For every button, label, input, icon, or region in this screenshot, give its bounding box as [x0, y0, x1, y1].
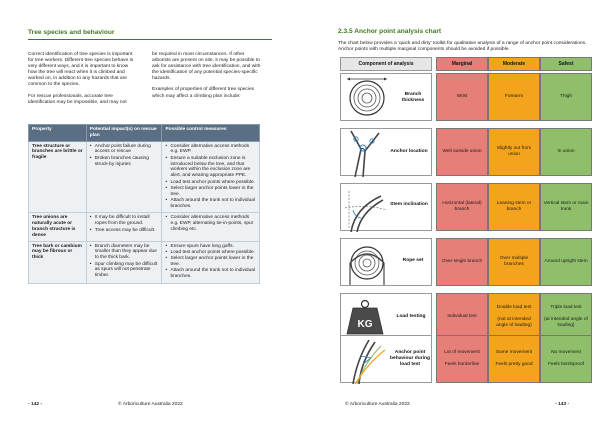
control-cell	[162, 141, 260, 213]
moderate-cell: Over multiple branches	[488, 238, 540, 286]
property-cell: Tree unions are naturally acute or branch structure is dense	[29, 213, 87, 241]
right-page	[300, 0, 600, 424]
marginal-cell: Wrist	[436, 73, 488, 121]
analysis-row	[340, 128, 596, 176]
row-label: Branch thickness	[401, 92, 425, 103]
leaning-stem-icon	[341, 184, 433, 232]
marginal-cell: Individual test	[436, 293, 488, 341]
impact-cell	[86, 141, 162, 213]
table-row	[29, 241, 260, 283]
left-body-column-2	[152, 52, 264, 105]
page-number: - 142 -	[28, 402, 43, 407]
property-cell: Tree structure or branches are brittle or fragile	[29, 141, 87, 213]
moderate-cell: Forearm	[488, 73, 540, 121]
impact-cell	[86, 241, 162, 283]
moderate-cell: Slightly out from union	[488, 128, 540, 176]
row-image-cell	[340, 183, 432, 231]
safest-cell: Around upright stem	[540, 238, 592, 286]
footer-copyright: © Arboriculture Australia 2022	[118, 402, 183, 407]
safest-cell	[540, 293, 592, 341]
marginal-cell	[436, 335, 488, 383]
marginal-cell: Horizontal (lateral) branch	[436, 183, 488, 231]
footer-copyright: © Arboriculture Australia 2022	[345, 402, 410, 407]
list-item: • Anchor point failure during access or rescue	[90, 144, 159, 156]
safest-header: Safest	[540, 57, 592, 71]
analysis-row	[340, 73, 596, 121]
control-cell	[162, 241, 260, 283]
moderate-cell	[488, 293, 540, 341]
safest-cell: Thigh	[540, 73, 592, 121]
list-item: • Load test anchor points where possible.	[165, 250, 256, 256]
title-rule	[28, 39, 272, 40]
list-item: • Attach around the trunk not to individual branches.	[165, 198, 256, 210]
kg-label: KG	[357, 319, 373, 330]
cell-line: Feels pretty good	[495, 361, 533, 367]
row-image-cell	[340, 238, 432, 286]
moderate-cell	[488, 335, 540, 383]
cell-line: Feels bombproof	[548, 361, 584, 367]
property-cell: Tree bark or cambium may be fibrous or thick	[29, 241, 87, 283]
row-label: Stem inclination	[390, 202, 428, 207]
table-header: Property	[29, 125, 87, 142]
analysis-row	[340, 293, 596, 341]
cell-line: (not at intended angle of loading)	[496, 317, 532, 328]
cell-line: Double load test	[496, 305, 532, 311]
table-row	[29, 141, 260, 213]
left-page-title: Tree species and behaviour	[28, 29, 115, 36]
marginal-cell: Well outside union	[436, 128, 488, 176]
safest-cell	[540, 335, 592, 383]
list-item: • Branch diameters may be smaller than they appear due to the thick bark.	[90, 244, 159, 261]
list-item: • Tree access may be difficult.	[90, 228, 159, 234]
safest-cell: In union	[540, 128, 592, 176]
table-header-row	[29, 125, 260, 142]
component-header: Component of analysis	[340, 57, 432, 71]
row-image-cell	[340, 293, 432, 341]
list-item: • Attach around the trunk not to individual branches.	[165, 268, 256, 280]
marginal-header: Marginal	[436, 57, 488, 71]
intro-paragraph: The chart below provides a 'quick and dirty' toolkit for qualitative analysis of a range of anchor point considerations. Anchor points with multiple marginal components should be avoided if possible.	[338, 41, 587, 53]
row-label: Anchor location	[390, 149, 428, 154]
analysis-row	[340, 238, 596, 286]
row-label: Load testing	[396, 314, 426, 319]
row-label: Anchor point behaviour during load test	[390, 350, 430, 367]
body-paragraph: Examples of properties of different tree species which may affect a climbing plan include:	[152, 87, 255, 99]
impact-cell	[86, 213, 162, 241]
marginal-cell: Over single branch	[436, 238, 488, 286]
cell-line: Lot of movement	[444, 350, 480, 356]
table-row	[29, 213, 260, 241]
list-item: • Broken branches causing struck-by injuries	[90, 156, 159, 168]
safest-cell: Vertical stem or main trunk	[540, 183, 592, 231]
list-item: • Select larger anchor points lower in the tree.	[165, 186, 256, 198]
moderate-header: Moderate	[488, 57, 540, 71]
row-image-cell	[340, 335, 432, 383]
cell-line: (at intended angle of loading)	[544, 317, 588, 328]
list-item: • Consider alternative access methods e.g. EWP, alternating tie-in-points, spur climbing etc.	[165, 215, 256, 232]
row-label: Rope set	[402, 258, 424, 263]
cell-line: Triple load test	[550, 305, 582, 311]
moderate-cell: Leaning stem or branch	[488, 183, 540, 231]
cell-line: Feels borderline	[444, 361, 480, 367]
analysis-row	[340, 335, 596, 383]
row-image-cell	[340, 128, 432, 176]
cell-line: Some movement	[495, 350, 533, 356]
control-cell	[162, 213, 260, 241]
species-properties-table	[28, 124, 260, 284]
list-item: • Consider alternative access methods e.g. EWP.	[165, 144, 256, 156]
right-page-title: 2.3.5 Anchor point analysis chart	[338, 28, 442, 35]
table-header: Possible control measures	[162, 125, 260, 142]
body-paragraph: Correct identification of tree species is important for tree workers. Different tree species behave in very different ways, and it is important to know how the tree will react when it is climbed and worked on, in addition to any hazards that are common to the species.	[28, 52, 134, 88]
list-item: • Select larger anchor points lower in the tree.	[165, 256, 256, 268]
list-item: • Load test anchor points where possible.	[165, 180, 256, 186]
body-paragraph: be required in most circumstances. If other arborists are present on site, it may be possible to ask for assistance with tree identification, and with the identification of any potential species-specific hazards.	[152, 52, 261, 82]
list-item: • Ensure spurs have long gaffs.	[165, 244, 256, 250]
analysis-row	[340, 183, 596, 231]
table-header: Potential impact(s) on rescue plan	[86, 125, 162, 142]
left-body-column-1	[28, 52, 136, 111]
body-paragraph: For rescue professionals, accurate tree identification may be impossible, and may not	[28, 93, 127, 105]
page-number: - 143 -	[555, 402, 570, 407]
list-item: • Spur climbing may be difficult as spurs will not penetrate timber.	[90, 262, 159, 279]
list-item: • It may be difficult to install ropes from the ground.	[90, 215, 159, 227]
list-item: • Ensure a suitable exclusion zone is introduced below the tree, and that workers within the exclusion zone are alert, and wearing appropriate PPE.	[165, 156, 256, 179]
cell-line: No movement	[551, 350, 581, 356]
row-image-cell	[340, 73, 432, 121]
